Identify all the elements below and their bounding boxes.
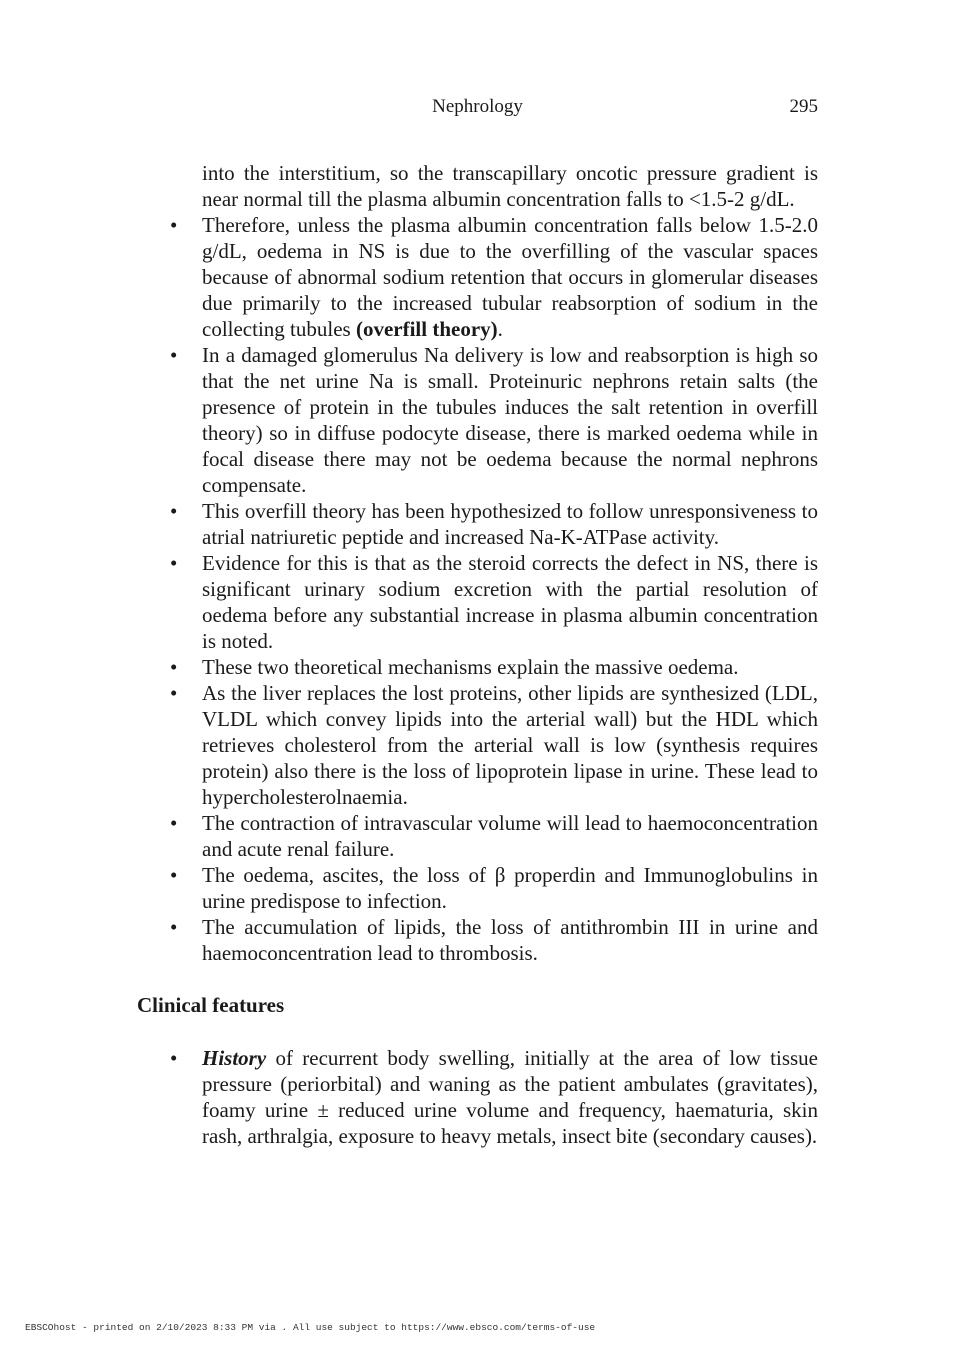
lead-term: History bbox=[202, 1046, 267, 1070]
running-title: Nephrology bbox=[432, 96, 523, 117]
running-header bbox=[137, 96, 818, 122]
bullet-item: • This overfill theory has been hypothesized to follow unresponsiveness to atrial natriuretic peptide and increased Na-K-ATPase activity. bbox=[137, 498, 818, 550]
bullet-item: • History of recurrent body swelling, initially at the area of low tissue pressure (periorbital) and waning as the patient ambulates (gravitates), foamy urine ± reduced urine volume and frequency, haematuria, skin rash, arthralgia, exposure to heavy metals, insect bite (secondary causes). bbox=[137, 1045, 818, 1149]
bullet-item: • Therefore, unless the plasma albumin concentration falls below 1.5-2.0 g/dL, oedema in NS is due to the overfilling of the vascular spaces because of abnormal sodium retention that occurs in glomerular diseases due primarily to the increased tubular reabsorption of sodium in the collecting tubules (overfill theory). bbox=[137, 212, 818, 342]
bullet-item: • The oedema, ascites, the loss of β properdin and Immunoglobulins in urine predispose to infection. bbox=[137, 862, 818, 914]
page-body bbox=[137, 160, 818, 1149]
bullet-item: • The accumulation of lipids, the loss of antithrombin III in urine and haemoconcentration lead to thrombosis. bbox=[137, 914, 818, 966]
footer-note: EBSCOhost - printed on 2/10/2023 8:33 PM via . All use subject to https://www.ebsco.com/terms-of-use bbox=[25, 1322, 596, 1333]
page-number: 295 bbox=[789, 96, 818, 117]
bullet-list bbox=[137, 212, 818, 966]
clinical-features-list bbox=[137, 1045, 818, 1149]
bullet-item: • These two theoretical mechanisms explain the massive oedema. bbox=[137, 654, 818, 680]
section-heading: Clinical features bbox=[137, 993, 285, 1017]
continued-paragraph: into the interstitium, so the transcapillary oncotic pressure gradient is near normal till the plasma albumin concentration falls to <1.5-2 g/dL. bbox=[202, 161, 818, 211]
bold-term: (overfill theory) bbox=[355, 317, 498, 341]
bullet-item: • Evidence for this is that as the steroid corrects the defect in NS, there is significant urinary sodium excretion with the partial resolution of oedema before any substantial increase in plasma albumin concentration is noted. bbox=[137, 550, 818, 654]
bullet-item: • In a damaged glomerulus Na delivery is low and reabsorption is high so that the net urine Na is small. Proteinuric nephrons retain salts (the presence of protein in the tubules induces the salt retention in overfill theory) so in diffuse podocyte disease, there is marked oedema while in focal disease there may not be oedema because the normal nephrons compensate. bbox=[137, 342, 818, 498]
bullet-item: • As the liver replaces the lost proteins, other lipids are synthesized (LDL, VLDL which convey lipids into the arterial wall) but the HDL which retrieves cholesterol from the arterial wall is low (synthesis requires protein) also there is the loss of lipoprotein lipase in urine. These lead to hypercholesterolnaemia. bbox=[137, 680, 818, 810]
bullet-item: • The contraction of intravascular volume will lead to haemoconcentration and acute renal failure. bbox=[137, 810, 818, 862]
